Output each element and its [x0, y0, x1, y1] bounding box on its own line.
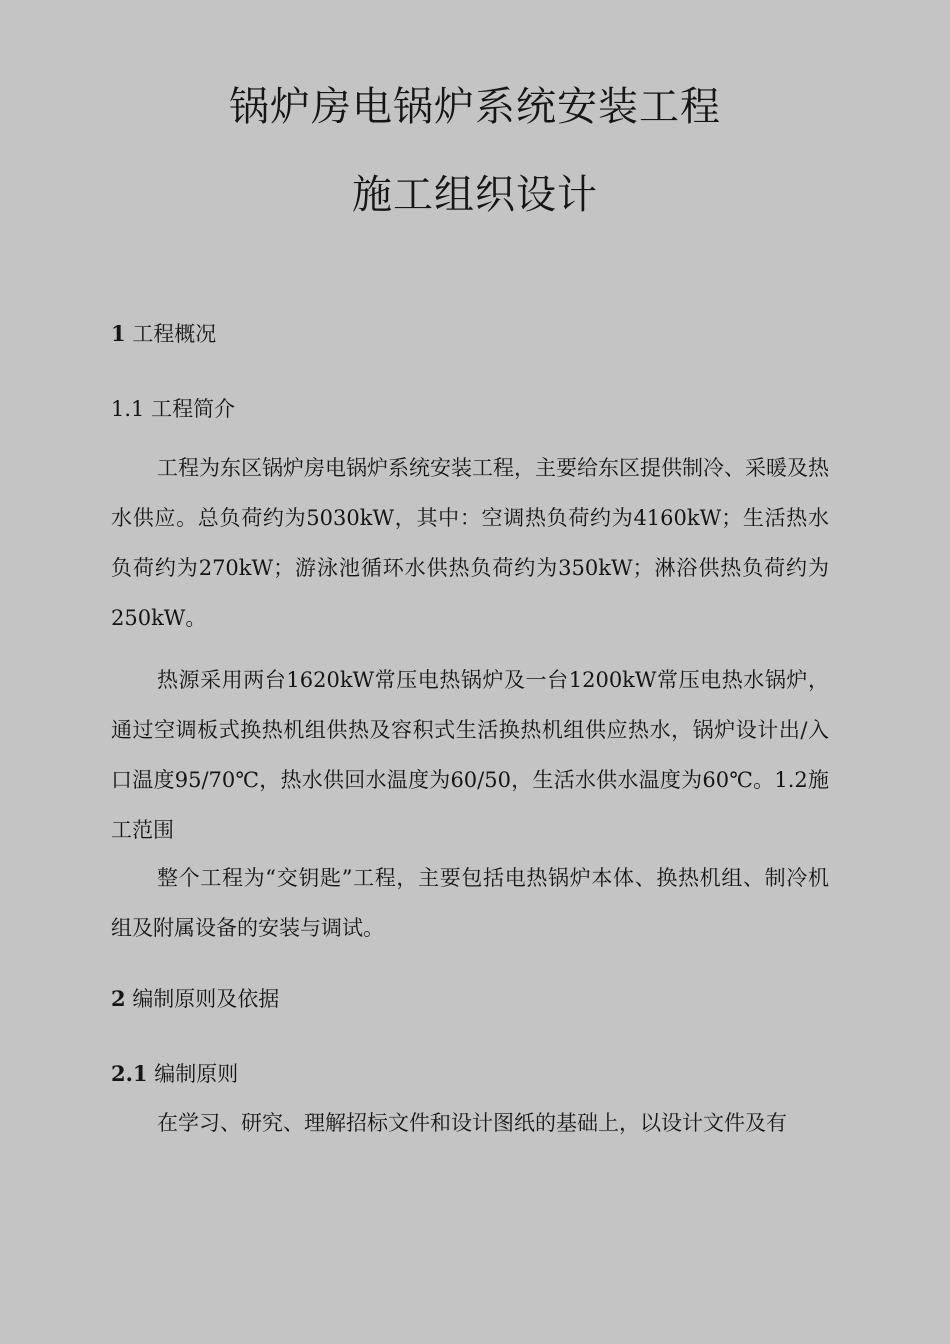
paragraph-scope: 整个工程为“交钥匙”工程，主要包括电热锅炉本体、换热机组、制冷机组及附属设备的安装与调试。	[111, 866, 829, 940]
section-number: 2.1	[111, 1061, 148, 1086]
document-title-line2: 施工组织设计	[352, 172, 598, 218]
section-heading-2-1	[111, 1063, 238, 1085]
section-title: 工程简介	[151, 397, 236, 421]
section-title: 编制原则及依据	[132, 987, 280, 1011]
section-title: 编制原则	[154, 1062, 239, 1086]
document-title-line1: 锅炉房电锅炉系统安装工程	[229, 84, 721, 130]
section-heading-2	[111, 988, 279, 1010]
paragraph-principles: 在学习、研究、理解招标文件和设计图纸的基础上，以设计文件及有	[157, 1111, 787, 1135]
paragraph-project-intro: 工程为东区锅炉房电锅炉系统安装工程，主要给东区提供制冷、采暖及热水供应。总负荷约为5030kW，其中：空调热负荷约为4160kW；生活热水负荷约为270kW；游泳池循环水供热负荷约为350kW；淋浴供热负荷约为250kW。	[111, 456, 829, 630]
paragraph-heat-source: 热源采用两台1620kW常压电热锅炉及一台1200kW常压电热水锅炉，通过空调板式换热机组供热及容积式生活换热机组供应热水，锅炉设计出/入口温度95/70℃，热水供回水温度为60/50，生活水供水温度为60℃。1.2施工范围	[111, 668, 829, 842]
section-title: 工程概况	[132, 322, 217, 346]
section-heading-1-1	[111, 399, 235, 420]
section-heading-1	[111, 323, 216, 345]
section-number: 1	[111, 321, 126, 346]
section-number: 2	[111, 986, 126, 1011]
section-number: 1.1	[111, 397, 145, 421]
